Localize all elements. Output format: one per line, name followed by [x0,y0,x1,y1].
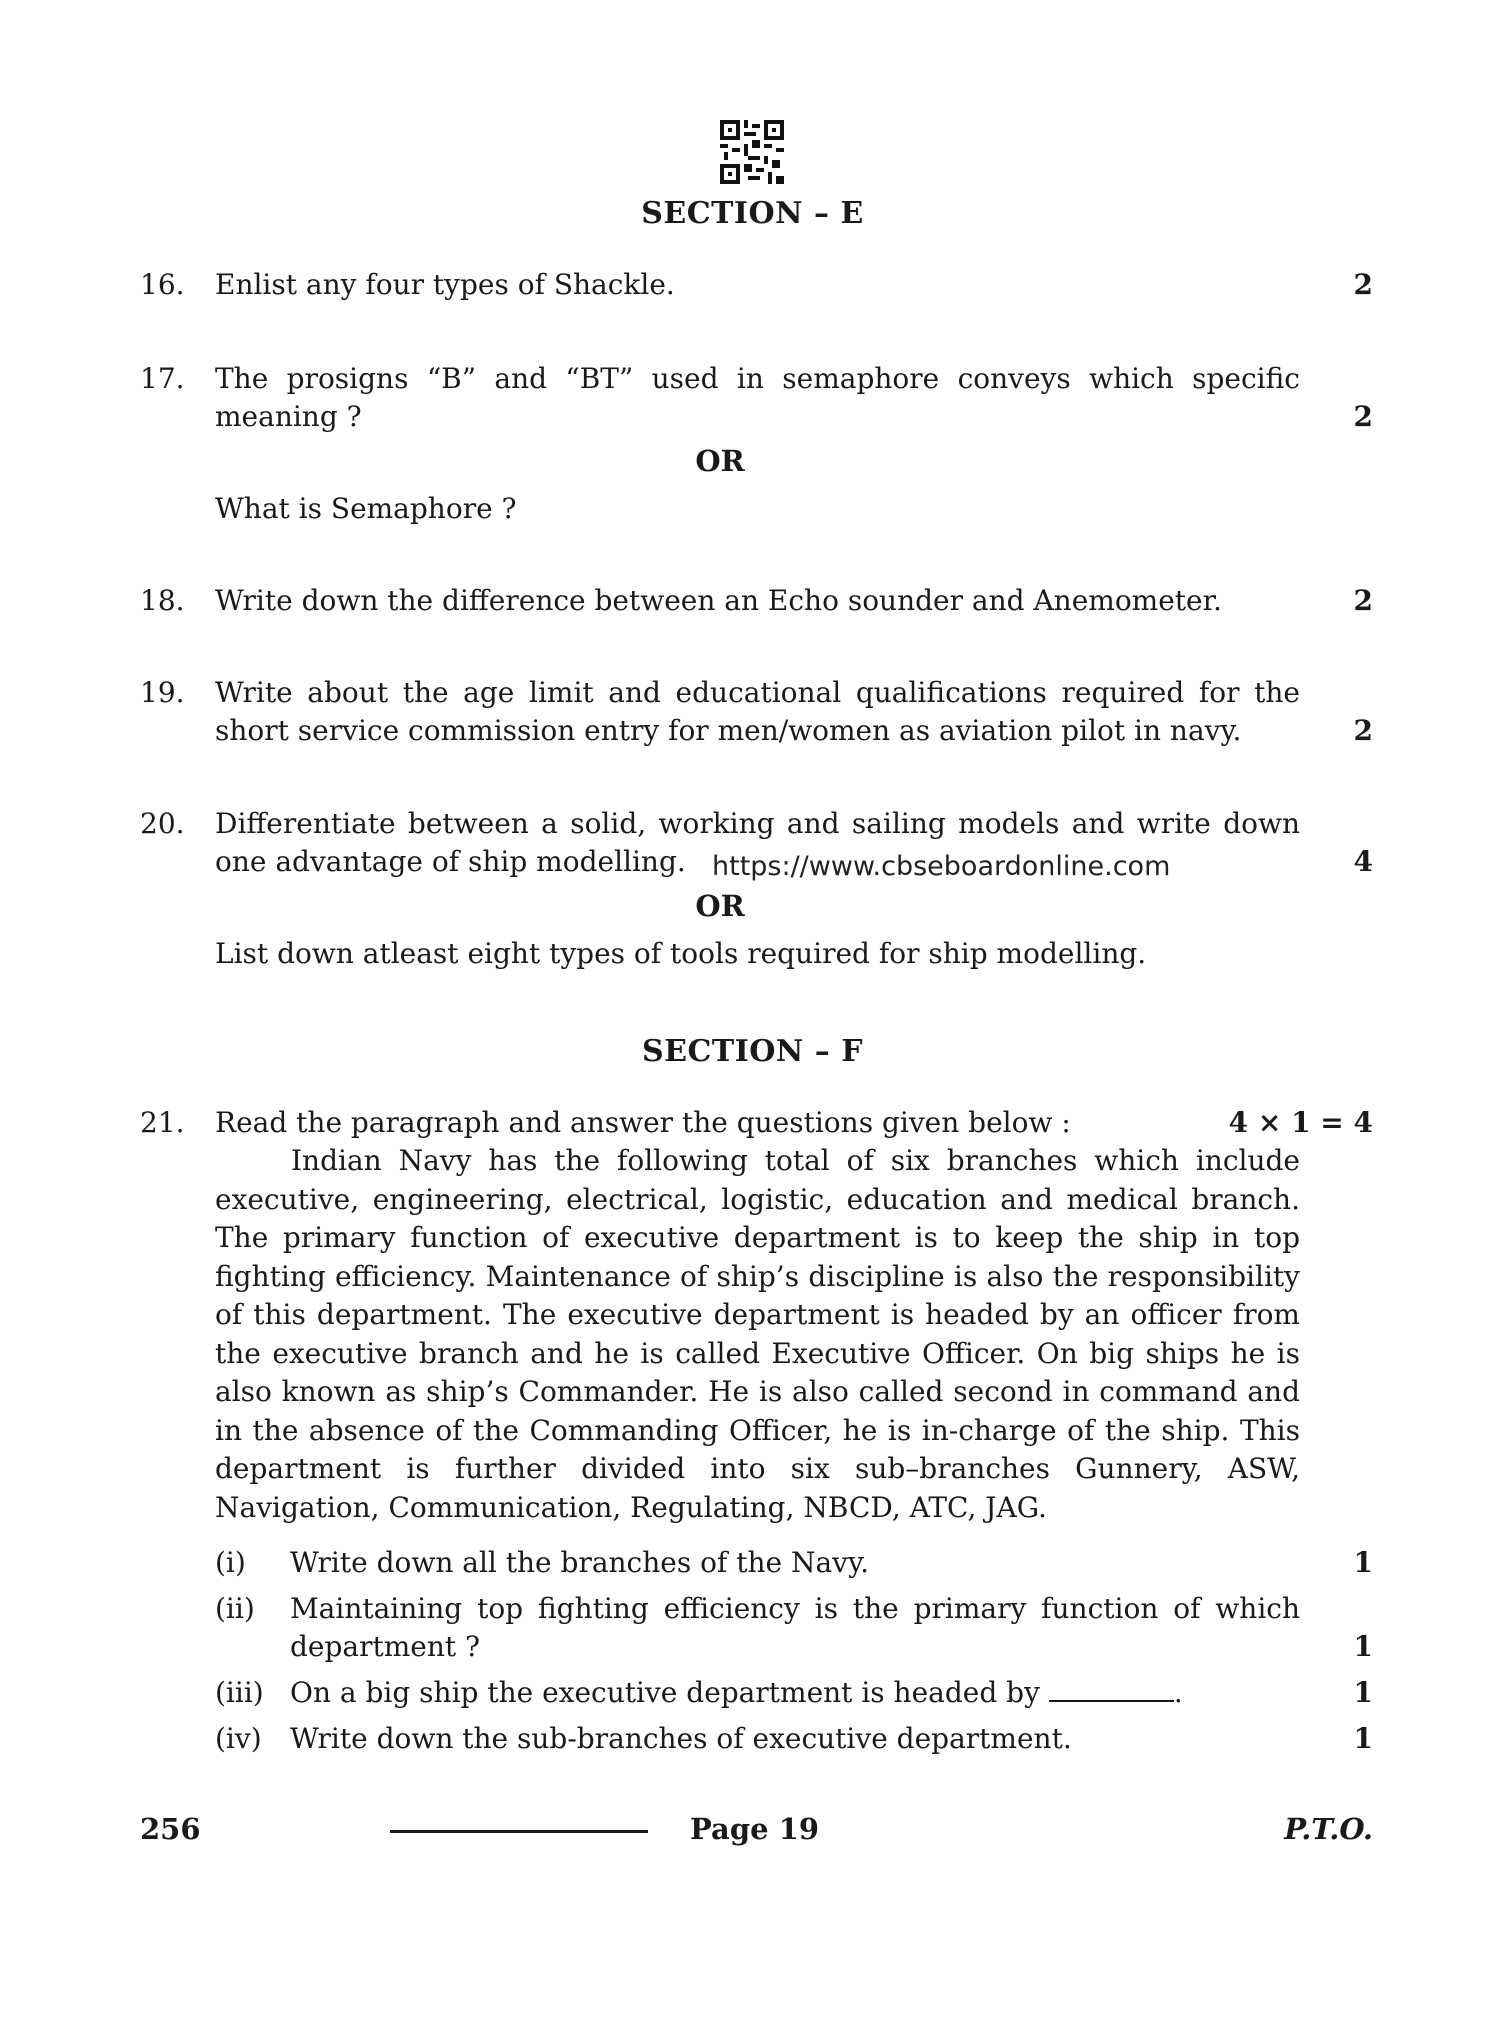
question-marks: 2 [1353,400,1373,433]
or-label: OR [695,889,745,923]
question-text: Write about the age limit and educational qualifications required for the [215,676,1300,709]
question-number: 19. [140,676,185,709]
question-text: Differentiate between a solid, working and sailing models and write down [215,807,1300,840]
question-number: 21. [140,1106,185,1139]
question-marks: 4 [1353,845,1373,878]
question-marks: 2 [1353,714,1373,747]
question-text: Read the paragraph and answer the questions given below : [215,1106,1071,1139]
section-f-heading: SECTION – F [641,1034,863,1069]
question-text: one advantage of ship modelling. [215,845,686,878]
sub-question-number: (iii) [215,1676,264,1709]
sub-question-text-main: On a big ship the executive department is headed by [290,1676,1040,1709]
sub-question-text: Write down all the branches of the Navy. [290,1546,870,1579]
or-label: OR [695,444,745,478]
sub-question-marks: 1 [1353,1676,1373,1709]
sub-question-number: (ii) [215,1592,255,1625]
sub-question-text: department ? [290,1630,481,1663]
qr-code-icon [720,120,784,184]
sub-question-marks: 1 [1353,1546,1373,1579]
sub-question-text-end: . [1173,1676,1183,1709]
fill-in-blank [1049,1678,1174,1702]
question-text: Enlist any four types of Shackle. [215,268,675,301]
question-marks: 2 [1353,584,1373,617]
watermark-url: https://www.cbseboardonline.com [712,851,1171,882]
page-number: Page 19 [690,1812,819,1846]
pto-label: P.T.O. [1284,1812,1373,1846]
question-marks: 4 × 1 = 4 [1228,1106,1373,1139]
sub-question-marks: 1 [1353,1722,1373,1755]
paper-code: 256 [140,1812,201,1846]
question-number: 20. [140,807,185,840]
sub-question-text: Write down the sub-branches of executive department. [290,1722,1072,1755]
question-number: 18. [140,584,185,617]
question-marks: 2 [1353,268,1373,301]
question-text: The prosigns “B” and “BT” used in semaphore conveys which specific [215,362,1300,395]
sub-question-text [290,1676,1183,1709]
sub-question-marks: 1 [1353,1630,1373,1663]
footer-divider [390,1830,648,1833]
alternative-question-text: What is Semaphore ? [215,492,517,525]
question-number: 17. [140,362,185,395]
sub-question-text: Maintaining top fighting efficiency is the primary function of which [290,1592,1300,1625]
case-study-paragraph: Indian Navy has the following total of six branches which include executive, engineering, electrical, logistic, education and medical branch. The primary function of executive department is to keep the ship in top fighting efficiency. Maintenance of ship’s discipline is also the responsibility of this department. The executive department is headed by an officer from the executive branch and he is called Executive Officer. On big ships he is also known as ship’s Commander. He is also called second in command and in the absence of the Commanding Officer, he is in-charge of the ship. This department is further divided into six sub–branches Gunnery, ASW, Navigation, Communication, Regulating, NBCD, ATC, JAG. [215,1144,1300,1524]
alternative-question-text: List down atleast eight types of tools required for ship modelling. [215,937,1147,970]
section-e-heading: SECTION – E [641,196,864,231]
sub-question-number: (i) [215,1546,246,1579]
question-number: 16. [140,268,185,301]
question-text: meaning ? [215,400,362,433]
sub-question-number: (iv) [215,1722,262,1755]
question-text: short service commission entry for men/women as aviation pilot in navy. [215,714,1242,747]
question-text: Write down the difference between an Echo sounder and Anemometer. [215,584,1222,617]
